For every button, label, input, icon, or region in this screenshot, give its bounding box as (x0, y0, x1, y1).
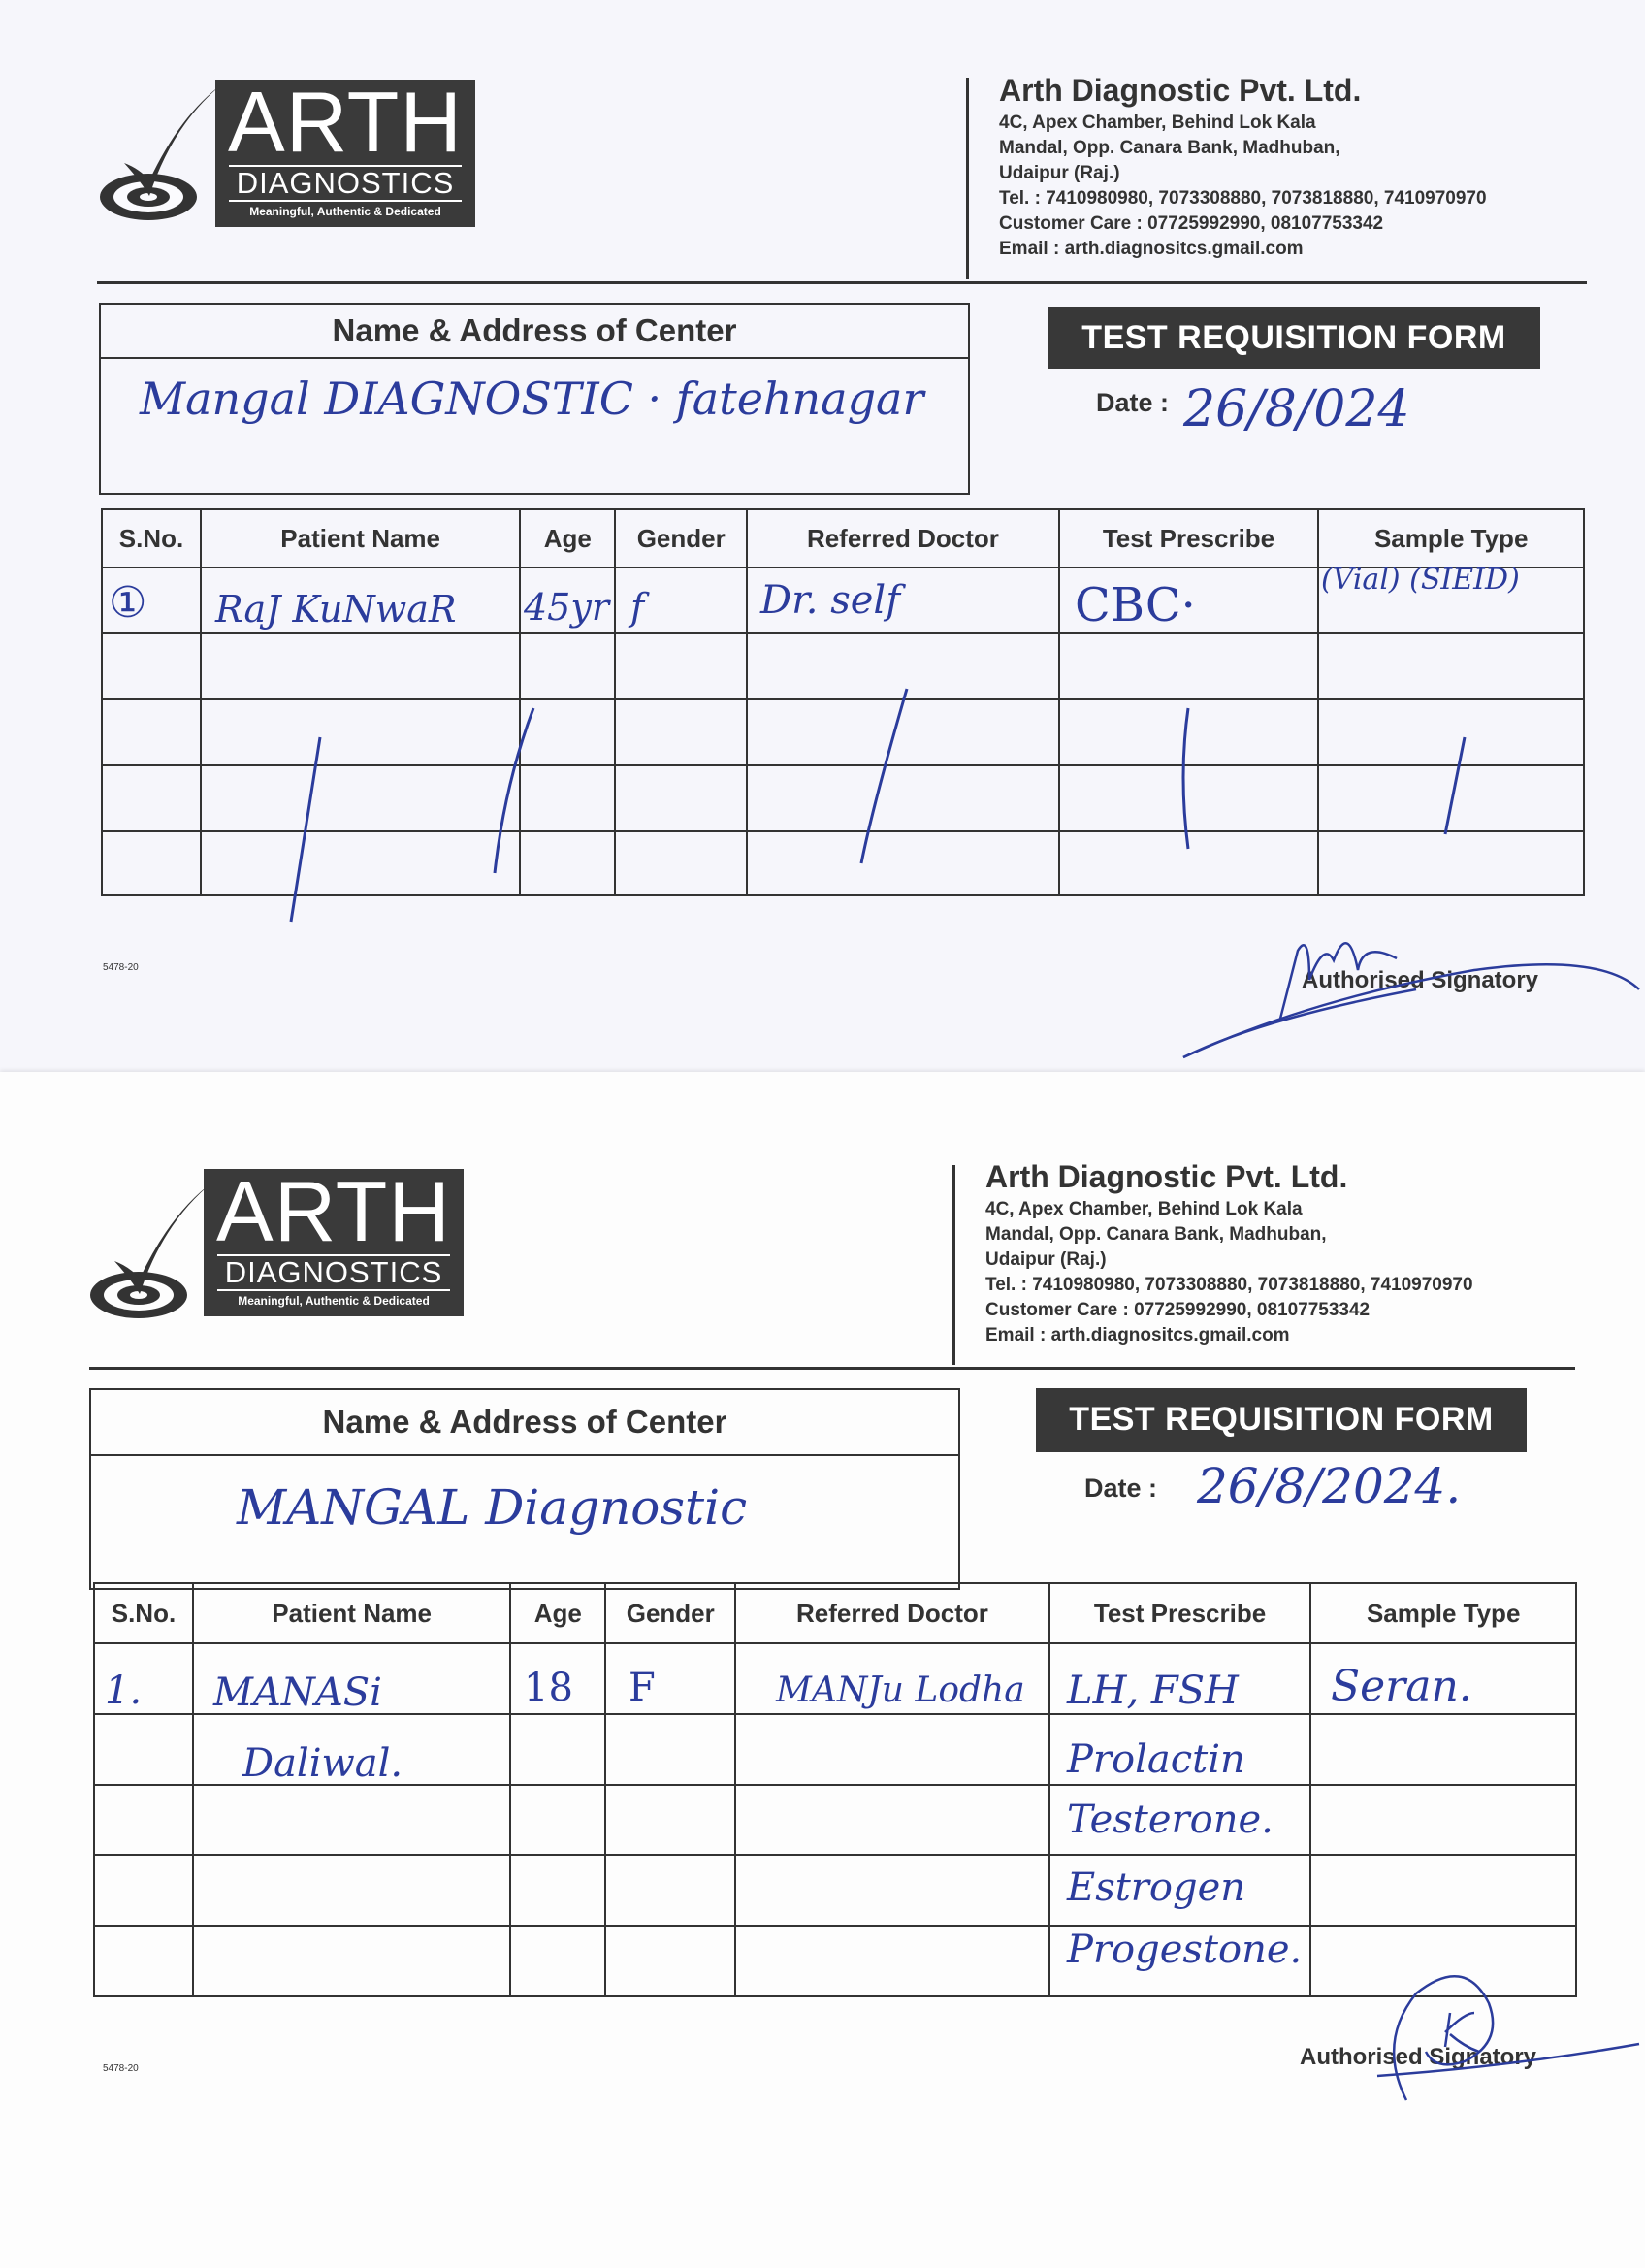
table-header-row (94, 1583, 1576, 1643)
center-heading: Name & Address of Center (101, 305, 968, 359)
logo-arth-text: ARTH (228, 74, 463, 170)
company-address-1: 4C, Apex Chamber, Behind Lok Kala (999, 113, 1316, 133)
company-address-1: 4C, Apex Chamber, Behind Lok Kala (985, 1199, 1303, 1219)
form-title: TEST REQUISITION FORM (1048, 307, 1540, 369)
company-address-3: Udaipur (Raj.) (985, 1249, 1107, 1270)
col-referred-doctor: Referred Doctor (747, 509, 1059, 567)
handwritten-strike-lines (272, 679, 1494, 931)
arth-logo (215, 74, 475, 227)
entry-gender: F (629, 1666, 656, 1710)
logo-arth-text: ARTH (216, 1163, 451, 1259)
logo-diagnostics-text: DIAGNOSTICS (229, 165, 462, 202)
logo-diagnostics-text: DIAGNOSTICS (217, 1254, 450, 1291)
date-value: 26/8/2024. (1197, 1458, 1462, 1514)
requisition-form-1 (0, 0, 1645, 1091)
col-gender: Gender (605, 1583, 735, 1643)
entry-gender: f (630, 586, 645, 629)
entry-test-4: Estrogen (1067, 1865, 1246, 1910)
company-customer-care: Customer Care : 07725992990, 08107753342 (985, 1300, 1371, 1320)
authorised-signatory-label: Authorised Signatory (1300, 2044, 1537, 2070)
date-label: Date : (1084, 1474, 1158, 1503)
col-patient-name: Patient Name (201, 509, 520, 567)
company-tel: Tel. : 7410980980, 7073308880, 7073818880, 7410970970 (999, 188, 1487, 209)
center-heading: Name & Address of Center (91, 1390, 958, 1456)
company-customer-care: Customer Care : 07725992990, 08107753342 (999, 213, 1384, 234)
center-name: Mangal DIAGNOSTIC · fatehnagar (140, 373, 924, 425)
company-name: Arth Diagnostic Pvt. Ltd. (999, 73, 1362, 108)
signature-1 (1164, 902, 1645, 1067)
col-sample-type: Sample Type (1318, 509, 1584, 567)
form-code: 5478-20 (103, 962, 139, 973)
center-box (99, 303, 970, 495)
col-patient-name: Patient Name (193, 1583, 510, 1643)
requisition-form-2 (0, 1072, 1645, 2268)
col-gender: Gender (615, 509, 747, 567)
requisition-table (93, 1582, 1577, 1997)
entry-age: 45yr (524, 586, 609, 629)
company-address-3: Udaipur (Raj.) (999, 163, 1120, 183)
entry-sno: ① (109, 578, 147, 628)
col-sample-type: Sample Type (1310, 1583, 1576, 1643)
table-header-row (102, 509, 1584, 567)
company-address-2: Mandal, Opp. Canara Bank, Madhuban, (999, 138, 1340, 158)
entry-sample: (Vial) (SIEID) (1321, 563, 1520, 597)
header-divider (966, 78, 969, 279)
target-check-logo-icon (85, 1174, 221, 1329)
col-test-prescribe: Test Prescribe (1049, 1583, 1311, 1643)
form-code: 5478-20 (103, 2063, 139, 2074)
company-email: Email : arth.diagnositcs.gmail.com (985, 1325, 1290, 1345)
entry-test-1: LH, FSH (1067, 1669, 1239, 1713)
date-label: Date : (1096, 388, 1170, 417)
col-test-prescribe: Test Prescribe (1059, 509, 1319, 567)
logo-tagline: Meaningful, Authentic & Dedicated (238, 1294, 430, 1308)
arth-logo (204, 1163, 464, 1316)
entry-referred-doctor: Dr. self (760, 578, 901, 623)
entry-patient-name-line-2: Daliwal. (242, 1741, 403, 1786)
header-rule (97, 281, 1587, 284)
authorised-signatory-label: Authorised Signatory (1302, 967, 1539, 993)
table-row (94, 1855, 1576, 1926)
company-email: Email : arth.diagnositcs.gmail.com (999, 239, 1304, 259)
entry-test-5: Progestone. (1067, 1928, 1303, 1972)
entry-referred-doctor: MANJu Lodha (776, 1670, 1025, 1710)
col-sno: S.No. (94, 1583, 193, 1643)
company-address-2: Mandal, Opp. Canara Bank, Madhuban, (985, 1224, 1327, 1245)
header-divider (952, 1165, 955, 1365)
entry-test-3: Testerone. (1067, 1798, 1274, 1842)
col-sno: S.No. (102, 509, 201, 567)
header-rule (89, 1367, 1575, 1370)
col-age: Age (510, 1583, 605, 1643)
entry-test: CBC· (1075, 578, 1196, 632)
target-check-logo-icon (95, 76, 231, 231)
entry-age: 18 (524, 1666, 573, 1710)
entry-test-2: Prolactin (1067, 1737, 1245, 1782)
company-info (999, 70, 1487, 262)
logo-tagline: Meaningful, Authentic & Dedicated (249, 205, 441, 218)
table-row (94, 1785, 1576, 1856)
entry-patient-name-line-1: MANASi (213, 1670, 382, 1715)
entry-sno: 1. (105, 1669, 143, 1713)
date-value: 26/8/024 (1183, 380, 1410, 438)
entry-sample: Seran. (1331, 1662, 1472, 1711)
company-name: Arth Diagnostic Pvt. Ltd. (985, 1159, 1348, 1194)
entry-patient-name: RaJ KuNwaR (215, 588, 457, 631)
col-referred-doctor: Referred Doctor (735, 1583, 1049, 1643)
center-box (89, 1388, 960, 1590)
center-name: MANGAL Diagnostic (237, 1479, 748, 1536)
company-info (985, 1156, 1473, 1348)
col-age: Age (520, 509, 615, 567)
form-title: TEST REQUISITION FORM (1036, 1388, 1527, 1452)
company-tel: Tel. : 7410980980, 7073308880, 7073818880, 7410970970 (985, 1275, 1473, 1295)
signature-2 (1319, 1955, 1645, 2110)
